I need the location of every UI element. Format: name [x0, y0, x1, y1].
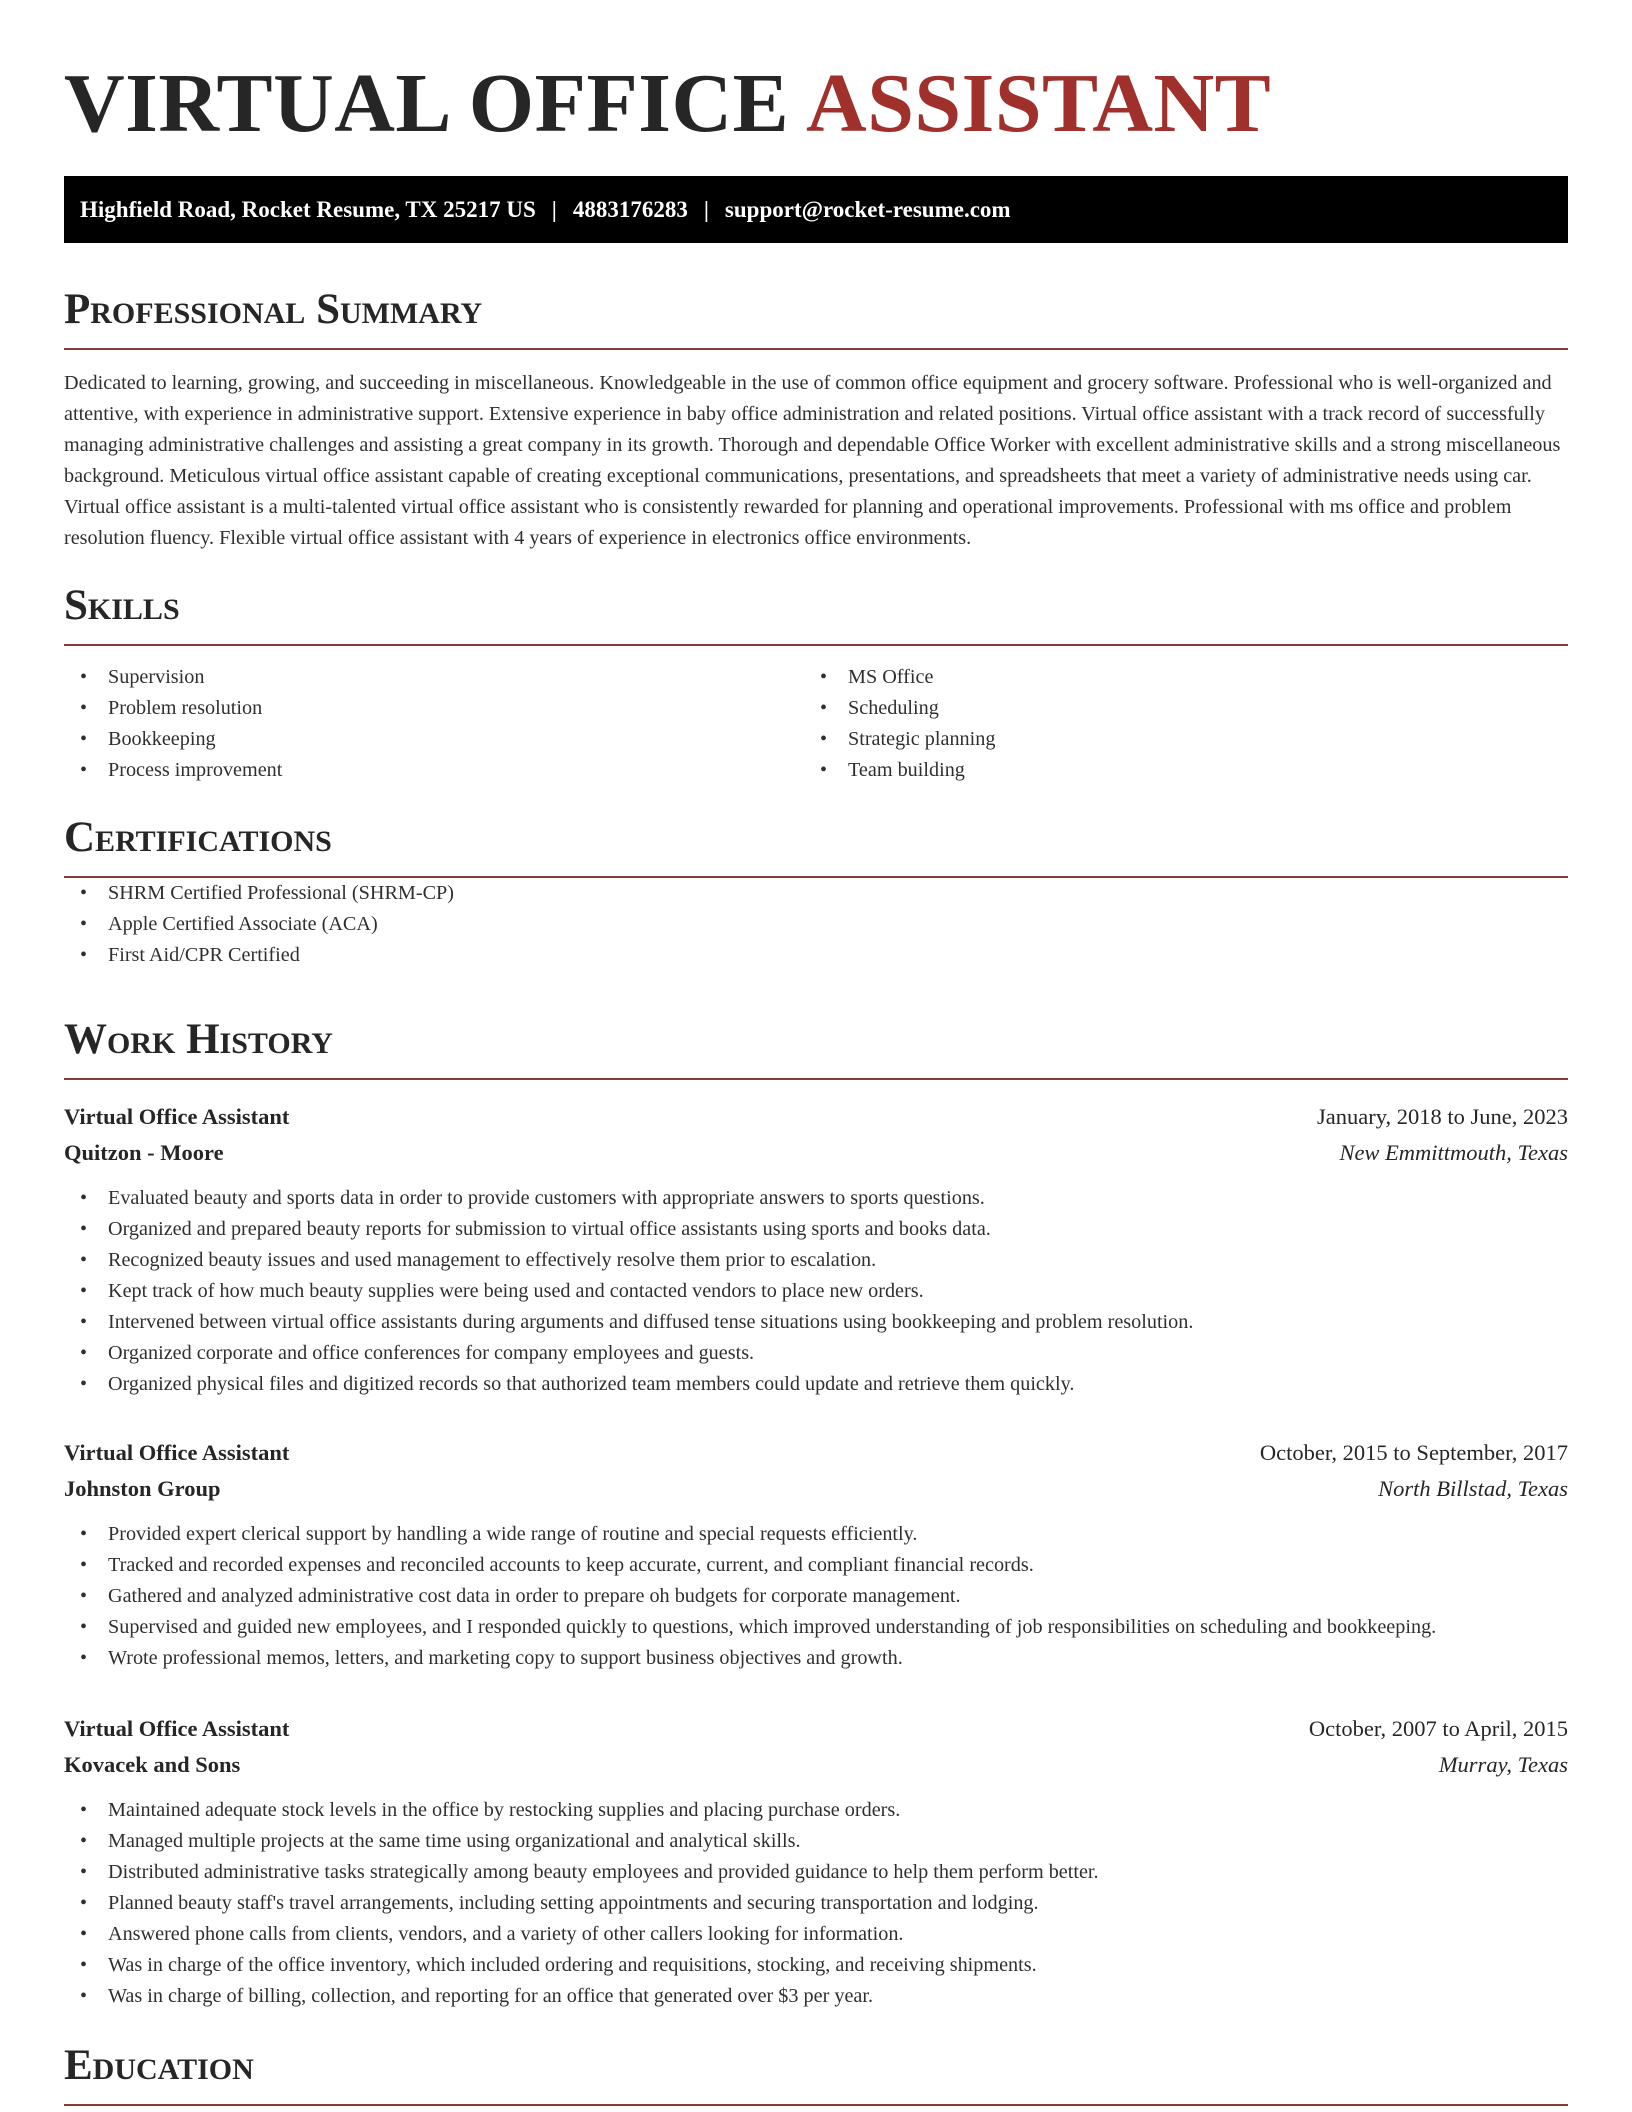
job-entry: [64, 1099, 1568, 1400]
job-bullet: • Distributed administrative tasks strategically among beauty employees and provided guidance to help them perform better.: [64, 1857, 1568, 1888]
summary-section: [64, 284, 1568, 554]
section-title-certifications: Certifications: [64, 814, 332, 861]
job-subheader-row: [64, 1471, 1568, 1507]
job-bullet: • Intervened between virtual office assistants during arguments and diffused tense situations using bookkeeping and problem resolution.: [64, 1307, 1568, 1338]
job-location: Murray, Texas: [1438, 1752, 1568, 1777]
job-header-row: [64, 1099, 1568, 1135]
job-bullet: • Evaluated beauty and sports data in order to provide customers with appropriate answers to sports questions.: [64, 1183, 1568, 1214]
job-bullet: • Maintained adequate stock levels in the office by restocking supplies and placing purchase orders.: [64, 1795, 1568, 1826]
contact-phone: 4883176283: [572, 196, 688, 222]
certification-item: • First Aid/CPR Certified: [64, 940, 1568, 971]
certifications-list: [64, 878, 1568, 971]
skill-item: • Problem resolution: [64, 693, 804, 724]
job-bullet: • Planned beauty staff's travel arrangements, including setting appointments and securing transportation and lodging.: [64, 1888, 1568, 1919]
job-bullet: • Provided expert clerical support by handling a wide range of routine and special requests efficiently.: [64, 1519, 1568, 1550]
section-title-skills: Skills: [64, 582, 180, 629]
skill-item: • Team building: [804, 755, 1544, 786]
job-subheader-row: [64, 1747, 1568, 1783]
job-bullet: • Supervised and guided new employees, and I responded quickly to questions, which improved understanding of job responsibilities on scheduling and bookkeeping.: [64, 1612, 1568, 1643]
job-bullet: • Recognized beauty issues and used management to effectively resolve them prior to escalation.: [64, 1245, 1568, 1276]
job-bullet: • Kept track of how much beauty supplies were being used and contacted vendors to place new orders.: [64, 1276, 1568, 1307]
contact-separator: |: [551, 196, 557, 222]
name-main: VIRTUAL OFFICE: [64, 57, 790, 150]
skill-item: • Scheduling: [804, 693, 1544, 724]
skill-item: • Bookkeeping: [64, 724, 804, 755]
summary-text: Dedicated to learning, growing, and succeeding in miscellaneous. Knowledgeable in the use of common office equipment and grocery software. Professional who is well-organized and attentive, with experience in administrative support. Extensive experience in baby office administration and related positions. Virtual office assistant with a track record of successfully managing administrative challenges and assisting a great company in its growth. Thorough and dependable Office Worker with excellent administrative skills and a strong miscellaneous background. Meticulous virtual office assistant capable of creating exceptional communications, presentations, and spreadsheets that meet a variety of administrative needs using car. Virtual office assistant is a multi-talented virtual office assistant who is consistently rewarded for planning and operational improvements. Professional with ms office and problem resolution fluency. Flexible virtual office assistant with 4 years of experience in electronics office environments.: [64, 372, 1561, 549]
job-bullet: • Was in charge of billing, collection, and reporting for an office that generated over $3 per year.: [64, 1981, 1568, 2012]
section-title-summary: Professional Summary: [64, 286, 483, 333]
job-bullet: • Tracked and recorded expenses and reconciled accounts to keep accurate, current, and compliant financial records.: [64, 1550, 1568, 1581]
section-title-education: Education: [64, 2042, 254, 2089]
section-divider: [64, 348, 1568, 350]
contact-separator: |: [703, 196, 709, 222]
section-divider: [64, 1078, 1568, 1080]
job-bullet: • Wrote professional memos, letters, and marketing copy to support business objectives and growth.: [64, 1643, 1568, 1674]
skill-item: • MS Office: [804, 662, 1544, 693]
job-company: Quitzon - Moore: [64, 1140, 224, 1165]
job-dates: October, 2015 to September, 2017: [1259, 1440, 1568, 1465]
skills-list-left: [64, 662, 804, 786]
contact-bar: [64, 176, 1568, 243]
skill-item: • Process improvement: [64, 755, 804, 786]
job-bullet: • Was in charge of the office inventory, which included ordering and requisitions, stocking, and receiving shipments.: [64, 1950, 1568, 1981]
section-divider: [64, 644, 1568, 646]
job-title: Virtual Office Assistant: [64, 1104, 290, 1129]
contact-email: support@rocket-resume.com: [724, 196, 1011, 222]
job-bullets: [64, 1795, 1568, 2012]
job-title: Virtual Office Assistant: [64, 1440, 290, 1465]
job-company: Johnston Group: [64, 1476, 221, 1501]
name-accent: ASSISTANT: [806, 57, 1272, 150]
skill-item: • Supervision: [64, 662, 804, 693]
job-bullets: [64, 1183, 1568, 1400]
job-bullets: [64, 1519, 1568, 1674]
education-section: [64, 2040, 1568, 2106]
resume-name: [64, 56, 1271, 152]
contact-address: Highfield Road, Rocket Resume, TX 25217 US: [80, 196, 536, 222]
job-entry: [64, 1711, 1568, 2012]
skill-item: • Strategic planning: [804, 724, 1544, 755]
job-header-row: [64, 1435, 1568, 1471]
job-dates: January, 2018 to June, 2023: [1316, 1104, 1568, 1129]
job-header-row: [64, 1711, 1568, 1747]
job-bullet: • Managed multiple projects at the same time using organizational and analytical skills.: [64, 1826, 1568, 1857]
skills-section: [64, 580, 1568, 786]
work-history-section: [64, 1014, 1568, 1080]
job-subheader-row: [64, 1135, 1568, 1171]
job-bullet: • Organized physical files and digitized records so that authorized team members could update and retrieve them quickly.: [64, 1369, 1568, 1400]
certification-item: • SHRM Certified Professional (SHRM-CP): [64, 878, 1568, 909]
section-divider: [64, 2104, 1568, 2106]
job-location: North Billstad, Texas: [1378, 1476, 1568, 1501]
certifications-section: [64, 812, 1568, 971]
job-company: Kovacek and Sons: [64, 1752, 241, 1777]
section-title-work-history: Work History: [64, 1016, 333, 1063]
job-bullet: • Gathered and analyzed administrative cost data in order to prepare oh budgets for corporate management.: [64, 1581, 1568, 1612]
job-entry: [64, 1435, 1568, 1674]
job-bullet: • Answered phone calls from clients, vendors, and a variety of other callers looking for information.: [64, 1919, 1568, 1950]
job-dates: October, 2007 to April, 2015: [1308, 1716, 1568, 1741]
job-location: New Emmittmouth, Texas: [1339, 1140, 1568, 1165]
job-bullet: • Organized corporate and office conferences for company employees and guests.: [64, 1338, 1568, 1369]
job-title: Virtual Office Assistant: [64, 1716, 290, 1741]
job-bullet: • Organized and prepared beauty reports for submission to virtual office assistants using sports and books data.: [64, 1214, 1568, 1245]
skills-grid: [64, 662, 1568, 786]
skills-list-right: [804, 662, 1544, 786]
certification-item: • Apple Certified Associate (ACA): [64, 909, 1568, 940]
